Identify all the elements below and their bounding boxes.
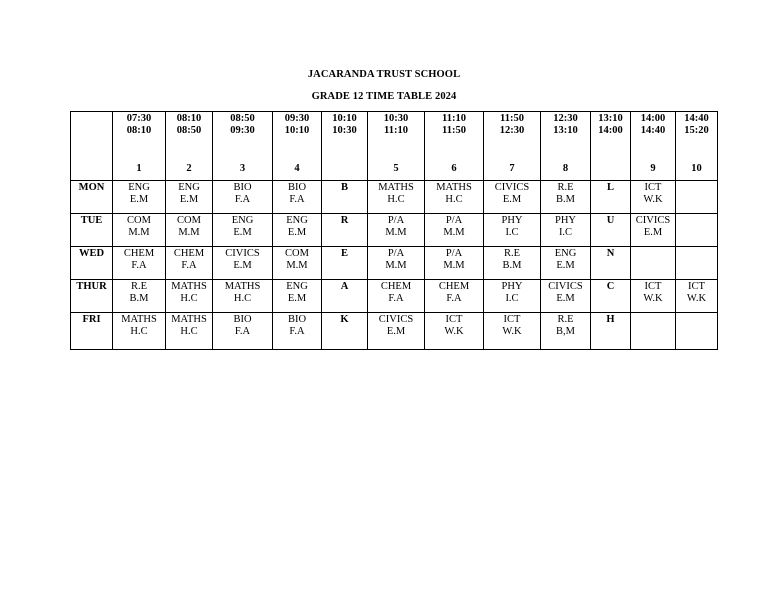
period-start-time: 10:30 [383, 113, 409, 124]
lesson-cell [368, 214, 425, 247]
subject-name: CHEM [173, 248, 205, 259]
break-letter: U [606, 215, 615, 226]
lesson-cell [166, 181, 213, 214]
lesson-cell [425, 313, 484, 350]
lesson-cell [113, 280, 166, 313]
teacher-initials: M.M [443, 227, 465, 238]
subject-name: ENG [286, 281, 308, 292]
subject-name: ICT [445, 314, 463, 325]
subject-name: ENG [554, 248, 577, 259]
lesson-cell [541, 247, 591, 280]
teacher-initials: M.M [443, 260, 465, 271]
day-row [71, 181, 718, 214]
lesson-cell [425, 280, 484, 313]
teacher-initials: W.K [643, 194, 663, 205]
lesson-cell [676, 313, 718, 350]
lesson-cell [631, 214, 676, 247]
lesson-cell [166, 247, 213, 280]
period-start-time: 08:10 [176, 113, 202, 124]
lesson-cell [631, 181, 676, 214]
break-letter-cell [322, 280, 368, 313]
lesson-cell [676, 247, 718, 280]
period-start-time: 09:30 [284, 113, 310, 124]
teacher-initials: F.A [131, 260, 147, 271]
period-header-cell [591, 112, 631, 181]
period-number: 8 [562, 163, 569, 174]
subject-name: PHY [501, 281, 523, 292]
lesson-cell [166, 313, 213, 350]
lesson-cell [273, 313, 322, 350]
teacher-initials: M.M [128, 227, 150, 238]
lesson-cell [113, 181, 166, 214]
period-end-time: 11:10 [384, 125, 408, 136]
break-letter: H [606, 314, 615, 325]
period-end-time: 11:50 [442, 125, 466, 136]
period-number: 3 [239, 163, 246, 174]
teacher-initials: E.M [556, 293, 575, 304]
lesson-cell [213, 280, 273, 313]
day-row [71, 280, 718, 313]
period-end-time: 10:10 [284, 125, 310, 136]
period-start-time: 11:10 [442, 113, 466, 124]
day-label: MON [71, 181, 113, 214]
teacher-initials: B.M [556, 194, 575, 205]
lesson-cell [213, 214, 273, 247]
lesson-cell [425, 214, 484, 247]
period-end-time: 10:30 [332, 125, 357, 136]
teacher-initials: M.M [385, 227, 407, 238]
break-letter: L [606, 182, 614, 193]
subject-name: ENG [178, 182, 200, 193]
lesson-cell [273, 181, 322, 214]
break-letter-cell [322, 247, 368, 280]
lesson-cell [166, 280, 213, 313]
period-number: 2 [186, 163, 192, 174]
period-start-time: 14:40 [684, 113, 709, 124]
teacher-initials: E.M [386, 326, 406, 337]
teacher-initials: E.M [129, 194, 149, 205]
subject-name: COM [127, 215, 151, 226]
subject-name: COM [285, 248, 309, 259]
period-number: 1 [136, 163, 142, 174]
subject-name: PHY [554, 215, 576, 226]
period-number: 10 [691, 163, 702, 174]
period-end-time: 08:10 [126, 125, 152, 136]
teacher-initials: W.K [686, 293, 707, 304]
break-letter: N [606, 248, 615, 259]
period-header-cell [484, 112, 541, 181]
teacher-initials: H.C [445, 194, 463, 205]
teacher-initials: E.M [643, 227, 663, 238]
lesson-cell [631, 247, 676, 280]
subject-name: MATHS [378, 182, 414, 193]
subject-name: CIVICS [548, 281, 583, 292]
period-header-cell [273, 112, 322, 181]
lesson-cell [484, 313, 541, 350]
subject-name: P/A [445, 248, 463, 259]
lesson-cell [368, 280, 425, 313]
subject-name: P/A [387, 215, 405, 226]
subject-name: MATHS [171, 281, 207, 292]
day-label: FRI [71, 313, 113, 350]
lesson-cell [368, 181, 425, 214]
teacher-initials: E.M [502, 194, 522, 205]
subject-name: BIO [233, 314, 252, 325]
lesson-cell [113, 247, 166, 280]
teacher-initials: H.C [180, 326, 198, 337]
lesson-cell [273, 280, 322, 313]
lesson-cell [484, 247, 541, 280]
teacher-initials: F.A [181, 260, 197, 271]
subject-name: PHY [501, 215, 523, 226]
lesson-cell [676, 280, 718, 313]
lesson-cell [113, 214, 166, 247]
subject-name: ICT [644, 281, 662, 292]
timetable [70, 111, 718, 350]
teacher-initials: I.C [505, 293, 519, 304]
period-end-time: 14:40 [640, 125, 666, 136]
subject-name: COM [177, 215, 201, 226]
teacher-initials: E.M [233, 260, 252, 271]
lesson-cell [541, 214, 591, 247]
teacher-initials: F.A [446, 293, 462, 304]
teacher-initials: M.M [178, 227, 200, 238]
break-letter-cell [322, 214, 368, 247]
subject-name: CHEM [380, 281, 412, 292]
subject-name: MATHS [436, 182, 472, 193]
break-letter-cell [322, 313, 368, 350]
teacher-initials: E.M [287, 227, 307, 238]
break-letter-cell [591, 214, 631, 247]
lesson-cell [631, 280, 676, 313]
period-end-time: 09:30 [230, 125, 255, 136]
lesson-cell [541, 280, 591, 313]
subject-name: R.E [557, 182, 574, 193]
lesson-cell [484, 181, 541, 214]
lesson-cell [676, 181, 718, 214]
period-number: 6 [451, 163, 457, 174]
lesson-cell [425, 247, 484, 280]
period-header-cell [213, 112, 273, 181]
period-start-time: 14:00 [640, 113, 666, 124]
break-letter: E [340, 248, 348, 259]
lesson-cell [213, 313, 273, 350]
subject-name: R.E [557, 314, 574, 325]
period-number: 4 [294, 163, 300, 174]
subject-name: P/A [387, 248, 405, 259]
subject-name: CHEM [438, 281, 470, 292]
day-row [71, 214, 718, 247]
subject-name: ENG [286, 215, 308, 226]
period-start-time: 12:30 [553, 113, 578, 124]
teacher-initials: B.M [129, 293, 149, 304]
period-end-time: 08:50 [176, 125, 202, 136]
subject-name: ICT [503, 314, 521, 325]
teacher-initials: B,M [556, 326, 575, 337]
day-label: TUE [71, 214, 113, 247]
break-letter-cell [591, 280, 631, 313]
break-letter: R [340, 215, 349, 226]
subject-name: ICT [688, 281, 705, 292]
teacher-initials: E.M [233, 227, 252, 238]
subject-name: R.E [130, 281, 148, 292]
teacher-initials: F.A [234, 194, 251, 205]
subject-name: BIO [287, 182, 307, 193]
period-end-time: 15:20 [684, 125, 709, 136]
teacher-initials: H.C [387, 194, 405, 205]
teacher-initials: H.C [233, 293, 252, 304]
teacher-initials: W.K [444, 326, 464, 337]
teacher-initials: F.A [289, 326, 305, 337]
corner-cell [71, 112, 113, 181]
subject-name: CIVICS [225, 248, 260, 259]
subject-name: BIO [233, 182, 252, 193]
lesson-cell [541, 181, 591, 214]
teacher-initials: F.A [234, 326, 251, 337]
lesson-cell [368, 247, 425, 280]
school-name: JACARANDA TRUST SCHOOL [307, 69, 461, 80]
day-row [71, 247, 718, 280]
teacher-initials: H.C [180, 293, 198, 304]
period-header-cell [676, 112, 718, 181]
period-header-cell [322, 112, 368, 181]
teacher-initials: F.A [388, 293, 404, 304]
lesson-cell [166, 214, 213, 247]
subject-name: MATHS [171, 314, 207, 325]
period-header-cell [113, 112, 166, 181]
period-start-time: 08:50 [230, 113, 255, 124]
break-letter: A [340, 281, 349, 292]
period-end-time: 14:00 [598, 125, 623, 136]
subject-name: P/A [445, 215, 463, 226]
lesson-cell [484, 214, 541, 247]
lesson-cell [273, 247, 322, 280]
subject-name: BIO [287, 314, 307, 325]
period-start-time: 13:10 [598, 113, 623, 124]
subject-name: CHEM [123, 248, 155, 259]
lesson-cell [213, 181, 273, 214]
break-letter-cell [591, 247, 631, 280]
subject-name: ENG [231, 215, 254, 226]
period-start-time: 11:50 [500, 113, 524, 124]
period-start-time: 07:30 [126, 113, 152, 124]
teacher-initials: B.M [502, 260, 522, 271]
header-row [71, 112, 718, 181]
teacher-initials: W.K [502, 326, 522, 337]
subject-name: ENG [128, 182, 150, 193]
teacher-initials: E.M [556, 260, 575, 271]
period-end-time: 13:10 [553, 125, 578, 136]
period-number: 7 [509, 163, 515, 174]
period-start-time: 10:10 [332, 113, 357, 124]
lesson-cell [273, 214, 322, 247]
period-header-cell [425, 112, 484, 181]
period-header-cell [541, 112, 591, 181]
break-letter-cell [322, 181, 368, 214]
subject-name: ICT [644, 182, 662, 193]
teacher-initials: F.A [289, 194, 305, 205]
lesson-cell [484, 280, 541, 313]
day-label: THUR [71, 280, 113, 313]
teacher-initials: E.M [287, 293, 307, 304]
teacher-initials: M.M [286, 260, 308, 271]
lesson-cell [368, 313, 425, 350]
break-letter-cell [591, 313, 631, 350]
teacher-initials: E.M [179, 194, 199, 205]
period-end-time: 12:30 [499, 125, 525, 136]
lesson-cell [213, 247, 273, 280]
period-number: 5 [393, 163, 399, 174]
period-header-cell [631, 112, 676, 181]
period-header-cell [166, 112, 213, 181]
lesson-cell [676, 214, 718, 247]
subject-name: R.E [503, 248, 521, 259]
subject-name: MATHS [121, 314, 157, 325]
timetable-title: GRADE 12 TIME TABLE 2024 [311, 91, 457, 102]
subject-name: CIVICS [378, 314, 414, 325]
subject-name: CIVICS [635, 215, 671, 226]
teacher-initials: H.C [130, 326, 148, 337]
lesson-cell [541, 313, 591, 350]
break-letter-cell [591, 181, 631, 214]
break-letter: B [340, 182, 348, 193]
break-letter: K [340, 314, 349, 325]
subject-name: MATHS [224, 281, 261, 292]
day-label: WED [71, 247, 113, 280]
break-letter: C [606, 281, 615, 292]
period-number: 9 [650, 163, 656, 174]
teacher-initials: I.C [558, 227, 573, 238]
teacher-initials: I.C [505, 227, 519, 238]
lesson-cell [113, 313, 166, 350]
subject-name: CIVICS [494, 182, 530, 193]
teacher-initials: W.K [643, 293, 663, 304]
lesson-cell [631, 313, 676, 350]
lesson-cell [425, 181, 484, 214]
period-header-cell [368, 112, 425, 181]
day-row [71, 313, 718, 350]
teacher-initials: M.M [385, 260, 407, 271]
